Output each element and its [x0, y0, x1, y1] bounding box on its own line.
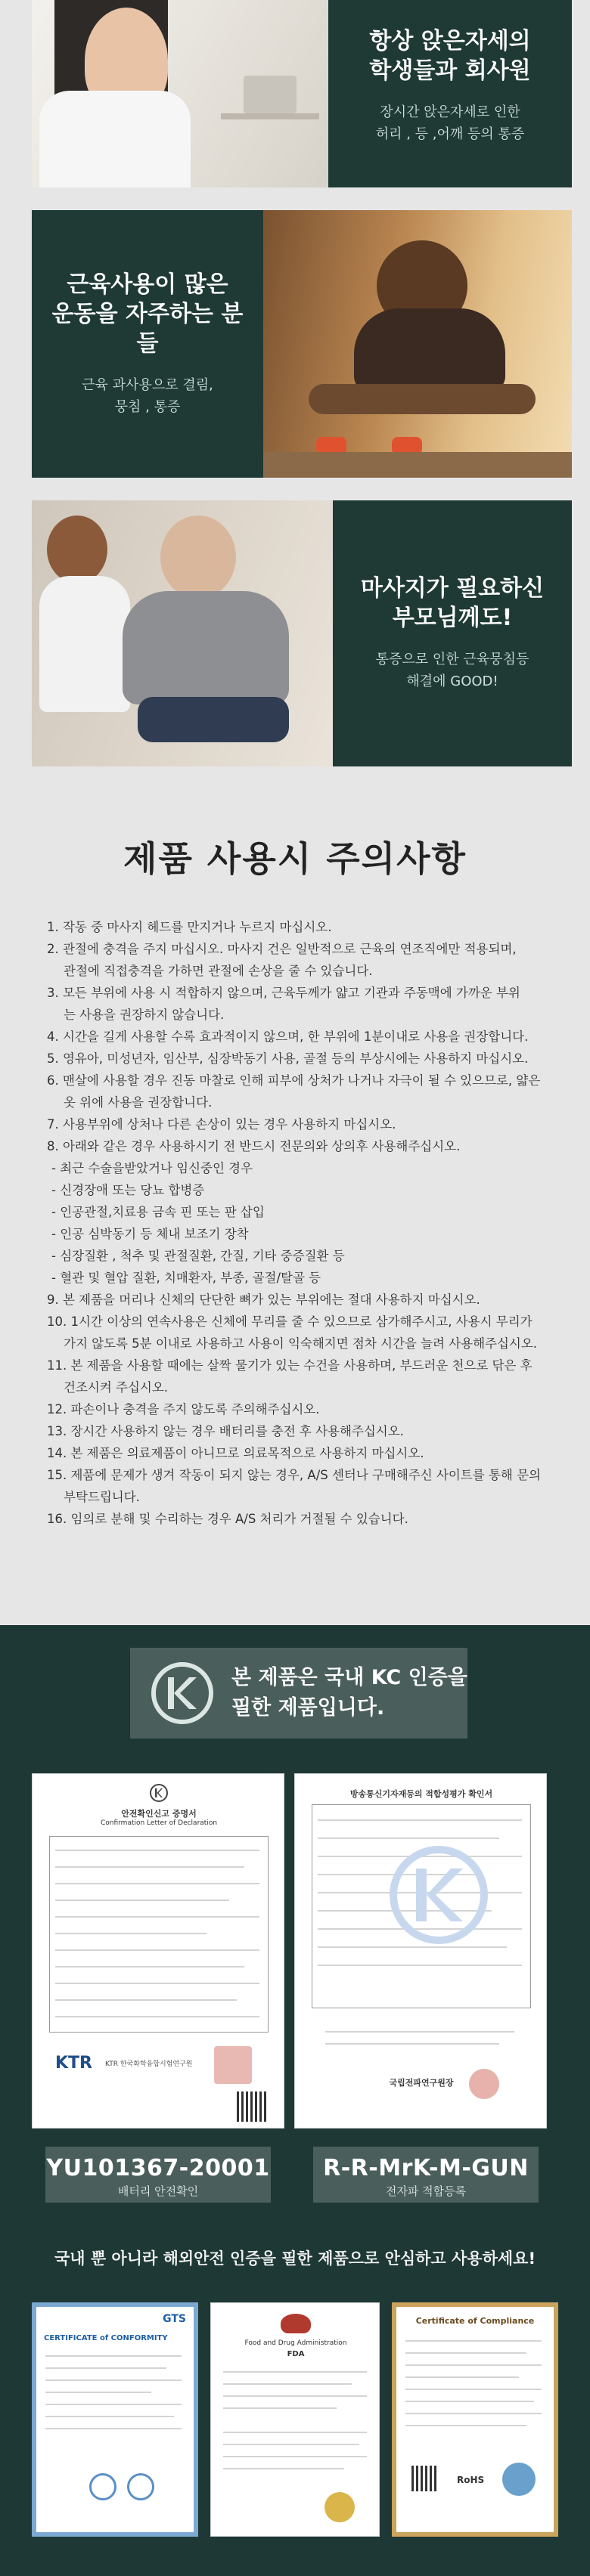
caution-item: 8. 아래와 같은 경우 사용하시기 전 반드시 전문의와 상의후 사용해주십시오. — [47, 1139, 461, 1153]
caution-item: 부탁드립니다. — [64, 1490, 140, 1504]
caution-heading: 제품 사용시 주의사항 — [123, 838, 467, 879]
hero-text-panel — [328, 0, 572, 187]
official-seal-icon — [469, 2069, 499, 2099]
hero-block-parents — [32, 500, 572, 766]
gts-certificate — [32, 2302, 198, 2537]
caution-item: 1. 작동 중 마사지 헤드를 만지거나 누르지 마십시오. — [47, 920, 332, 934]
caution-item: 14. 본 제품은 의료제품이 아니므로 의료목적으로 사용하지 마십시오. — [47, 1446, 424, 1460]
hero-block-students — [32, 0, 572, 187]
official-seal-icon — [214, 2046, 252, 2084]
fda-title: Food and Drug Administration — [244, 2339, 347, 2347]
radio-doc-title: 방송통신기자재등의 적합성평가 확인서 — [349, 1789, 493, 1799]
caution-item: 건조시켜 주십시오. — [64, 1380, 169, 1395]
battery-doc-subtitle: Confirmation Letter of Declaration — [100, 1819, 218, 1827]
ktr-logo: KTR — [55, 2054, 92, 2073]
eagle-emblem-icon — [281, 2314, 311, 2333]
caution-item: - 인공 심박동기 등 체내 보조기 장착 — [51, 1227, 249, 1241]
hero-text-panel — [32, 210, 263, 478]
gts-badge: GTS — [163, 2313, 186, 2325]
gold-seal-icon — [324, 2492, 355, 2522]
battery-doc-table — [49, 1836, 269, 2033]
hero-title: 항상 앉은자세의 학생들과 회사원 — [369, 28, 531, 85]
caution-item: 관절에 직접충격을 가하면 관절에 손상을 줄 수 있습니다. — [64, 964, 373, 978]
caution-item: 7. 사용부위에 상처나 다른 손상이 있는 경우 사용하지 마십시오. — [47, 1117, 396, 1132]
ce-mark-icon — [89, 2473, 116, 2500]
massage-couple-photo — [32, 500, 333, 766]
caution-item: 옷 위에 사용을 권장합니다. — [64, 1095, 213, 1110]
radio-code: R-R-MrK-M-GUN — [323, 2155, 529, 2181]
fda-registration — [210, 2302, 380, 2537]
caution-item: 2. 관절에 충격을 주지 마십시오. 마사지 건은 일반적으로 근육의 연조직에만 적용되며, — [47, 942, 517, 956]
caution-item: 11. 본 제품을 사용할 때에는 살짝 물기가 있는 수건을 사용하며, 부드러운 천으로 닦은 후 — [47, 1358, 533, 1373]
caution-item: 5. 영유아, 미성년자, 임산부, 심장박동기 사용, 골절 등의 부상시에는 사용하지 마십시오. — [47, 1051, 529, 1066]
battery-code: YU101367-20001 — [46, 2155, 270, 2181]
hero-text-panel — [333, 500, 572, 766]
rohs-certificate — [392, 2302, 558, 2537]
battery-code-box — [45, 2147, 271, 2203]
rohs-badge: RoHS — [457, 2475, 485, 2485]
caution-item: 6. 맨살에 사용할 경우 진동 마찰로 인해 피부에 상처가 나거나 자극이 될 수 있으므로, 얇은 — [47, 1073, 541, 1088]
hero-block-athletes — [32, 210, 572, 478]
qr-code-icon — [411, 2466, 437, 2491]
caution-item: 4. 시간을 길게 사용할 수록 효과적이지 않으며, 한 부위에 1분이내로 사용을 권장합니다. — [47, 1029, 529, 1044]
caution-item: 12. 파손이나 충격을 주지 않도록 주의해주십시오. — [47, 1402, 320, 1416]
caution-item: 가지 않도록 5분 이내로 사용하고 사용이 익숙해지면 점차 시간을 늘려 사용해주십시오. — [64, 1336, 538, 1351]
caution-item: 13. 장시간 사용하지 않는 경우 배터리를 충전 후 사용해주십시오. — [47, 1424, 404, 1438]
certification-seal-icon — [502, 2463, 536, 2496]
radio-doc-issuer: 국립전파연구원장 — [389, 2078, 454, 2088]
battery-safety-certificate — [32, 1773, 284, 2129]
radio-code-box — [313, 2147, 539, 2203]
caution-item: 15. 제품에 문제가 생겨 작동이 되지 않는 경우, A/S 센터나 구매해주신 사이트를 통해 문의 — [47, 1468, 541, 1482]
battery-doc-title: 안전확인신고 증명서 — [121, 1809, 197, 1819]
caution-item: - 심장질환 , 척추 및 관절질환, 간질, 기타 중증질환 등 — [51, 1249, 345, 1263]
radio-conformity-certificate — [294, 1773, 547, 2129]
workout-woman-photo — [263, 210, 572, 478]
caution-item: - 신경장애 또는 당뇨 합병증 — [51, 1183, 205, 1197]
certification-section — [0, 1625, 590, 2576]
hero-subtitle: 장시간 앉은자세로 인한 허리 , 등 ,어깨 등의 통증 — [375, 104, 525, 142]
caution-item: 3. 모든 부위에 사용 시 적합하지 않으며, 근육두께가 얇고 기관과 주동맥에 가까운 부위 — [47, 986, 520, 1000]
fda-badge: FDA — [287, 2350, 305, 2358]
kc-banner — [130, 1648, 467, 1738]
gts-title: CERTIFICATE of CONFORMITY — [44, 2334, 168, 2342]
battery-doc-issuer: KTR 한국화학융합시험연구원 — [105, 2060, 193, 2068]
caution-item: - 혈관 및 혈압 질환, 치매환자, 부종, 골절/탈골 등 — [51, 1271, 321, 1285]
rohs-title: Certificate of Compliance — [415, 2316, 535, 2326]
hero-title: 마사지가 필요하신 부모님께도! — [360, 575, 545, 632]
caution-item: 는 사용을 권장하지 않습니다. — [64, 1008, 225, 1022]
kc-mark-icon — [149, 1783, 169, 1803]
kc-logo-icon — [150, 1661, 215, 1726]
radio-caption: 전자파 적합등록 — [385, 2184, 467, 2198]
caution-item: 9. 본 제품을 머리나 신체의 단단한 뼈가 있는 부위에는 절대 사용하지 마십시오. — [47, 1293, 480, 1307]
caution-item: 16. 임의로 분해 및 수리하는 경우 A/S 처리가 거절될 수 있습니다. — [47, 1512, 408, 1526]
caution-item: - 최근 수술을받았거나 임신중인 경우 — [51, 1161, 253, 1175]
fc-mark-icon — [127, 2473, 154, 2500]
office-woman-photo — [32, 0, 328, 187]
hero-subtitle: 근육 과사용으로 결림, 뭉침 , 통증 — [82, 376, 213, 415]
kc-watermark-icon — [386, 1842, 492, 1948]
qr-code-icon — [237, 2091, 267, 2122]
battery-caption: 배터리 안전확인 — [117, 2184, 199, 2198]
hero-title: 근육사용이 많은 운동을 자주하는 분들 — [51, 271, 244, 357]
caution-section — [0, 831, 590, 1530]
caution-list — [47, 916, 561, 1530]
overseas-notice: 국내 뿐 아니라 해외안전 인증을 필한 제품으로 안심하고 사용하세요! — [54, 2249, 536, 2268]
caution-item: 10. 1시간 이상의 연속사용은 신체에 무리를 줄 수 있으므로 삼가해주시고, 사용시 무리가 — [47, 1314, 533, 1329]
caution-item: - 인공관절,치료용 금속 핀 또는 판 삽입 — [51, 1205, 265, 1219]
hero-subtitle: 통증으로 인한 근육뭉침등 해결에 GOOD! — [375, 652, 529, 689]
kc-banner-text: 본 제품은 국내 KC 인증을 필한 제품입니다. — [231, 1666, 467, 1720]
